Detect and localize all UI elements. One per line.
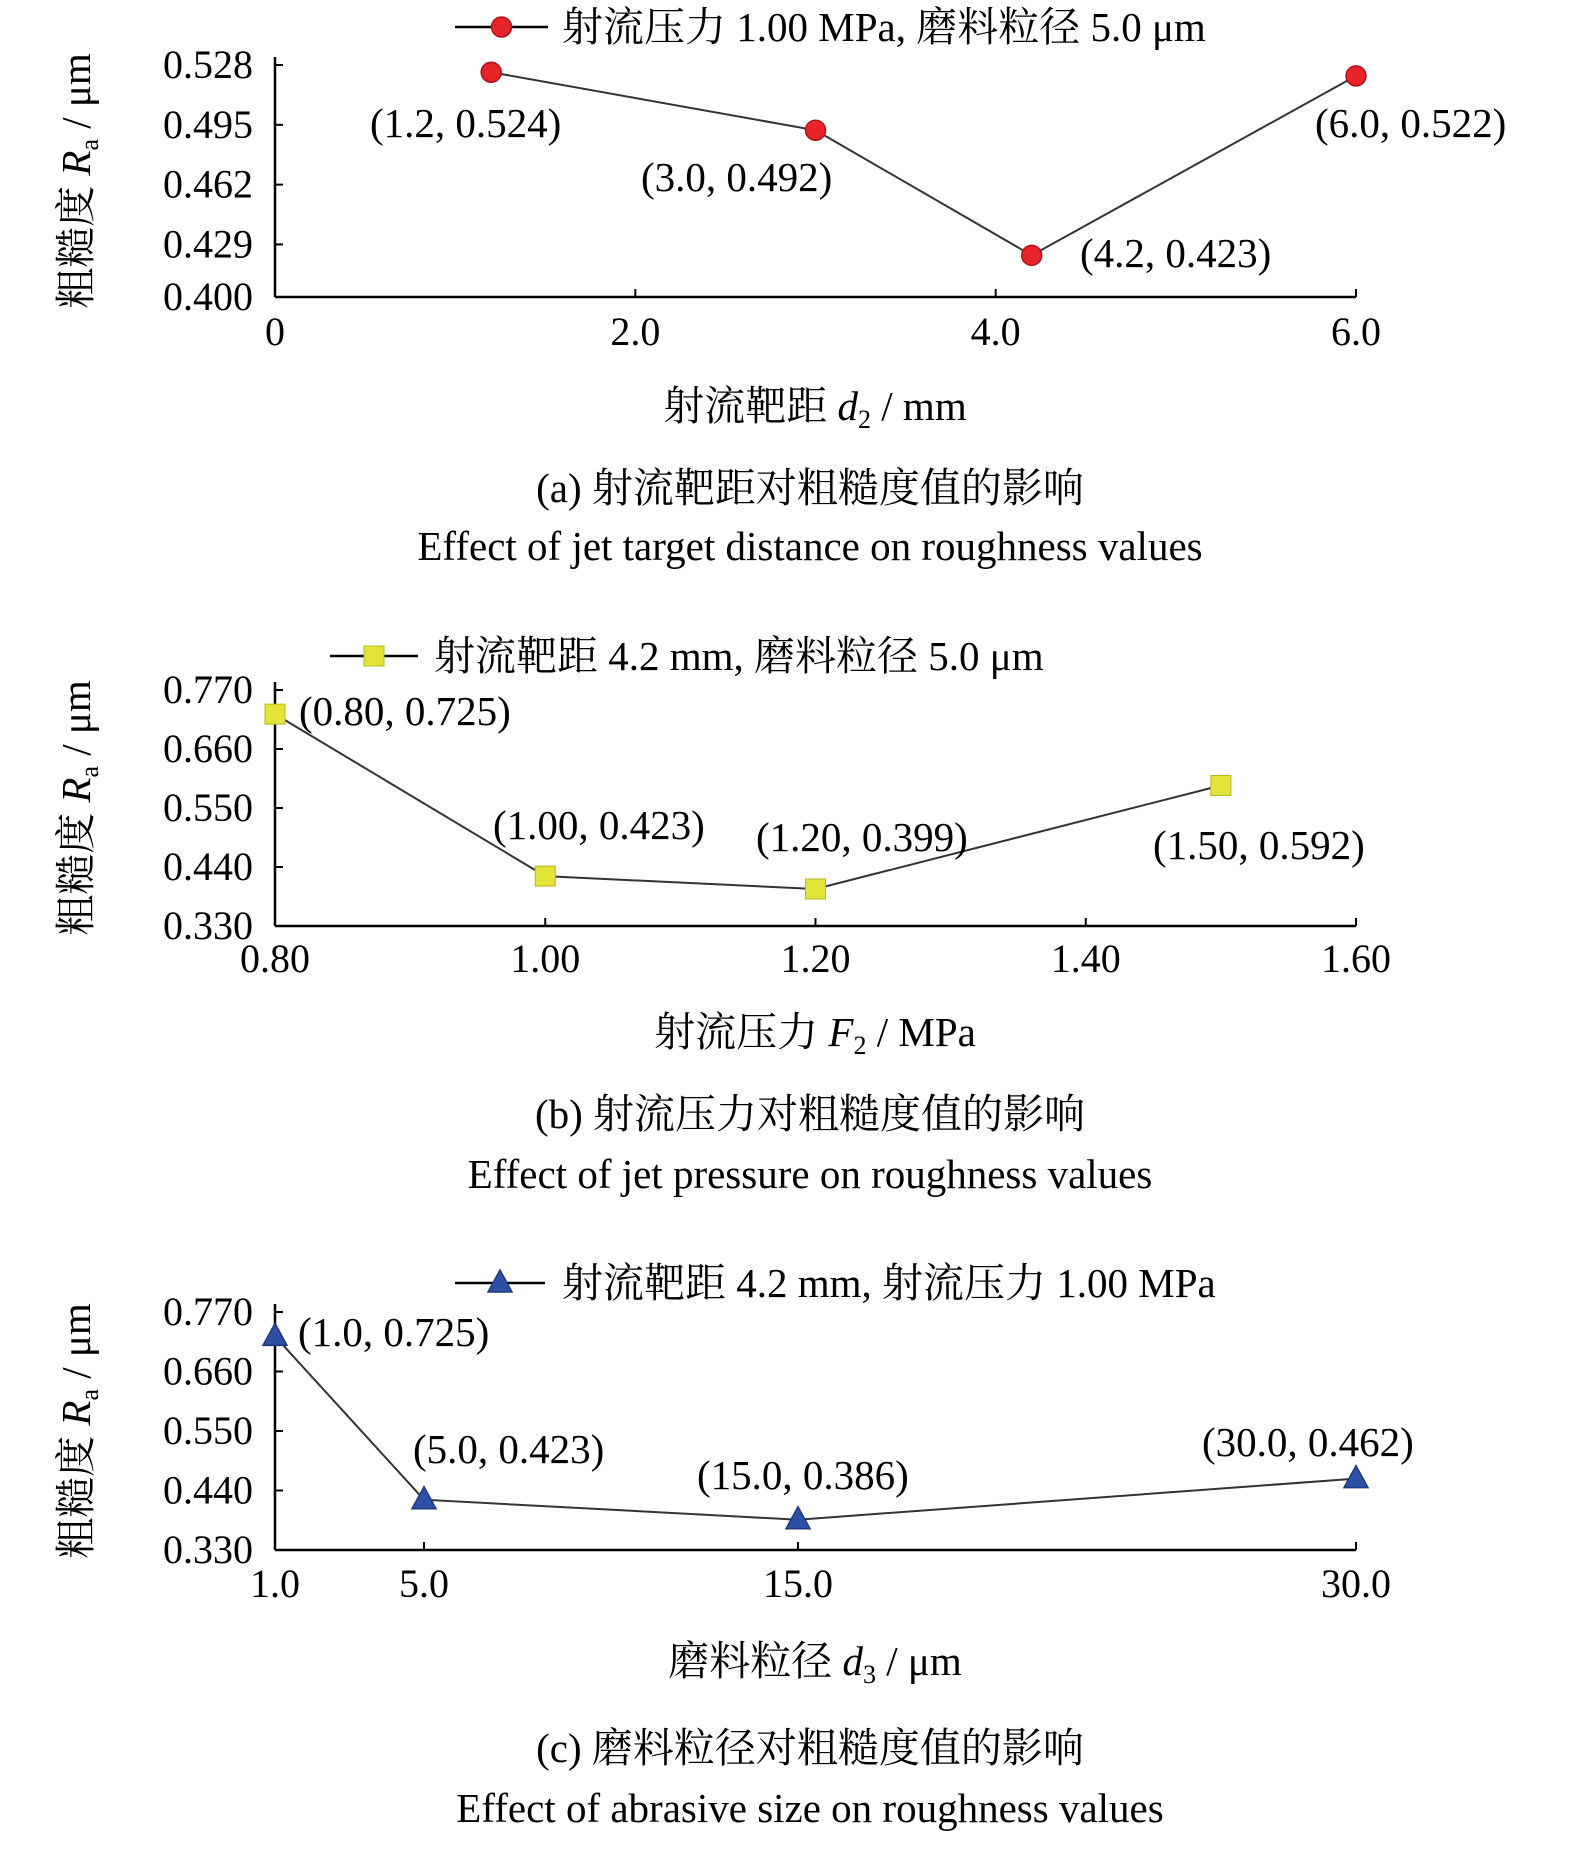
series-line [491, 72, 1356, 255]
x-tick-label: 15.0 [763, 1561, 833, 1606]
x-axis-label-prefix: 射流靶距 [663, 383, 838, 429]
data-label: (1.00, 0.423) [493, 802, 705, 848]
y-axis-label-sub: a [75, 138, 104, 151]
data-label: (1.0, 0.725) [298, 1309, 490, 1355]
data-point-legend [492, 17, 512, 37]
y-axis-label-prefix: 粗糙度 [53, 1425, 99, 1559]
legend [330, 633, 1044, 679]
x-axis-label-symbol: F [828, 1009, 854, 1055]
y-tick-label: 0.330 [163, 1527, 253, 1572]
caption-en: Effect of jet target distance on roughness values [417, 523, 1203, 569]
x-tick-label: 1.00 [510, 936, 581, 981]
data-label: (4.2, 0.423) [1080, 230, 1272, 276]
x-tick-label: 2.0 [610, 309, 661, 354]
data-point-2 [786, 1507, 810, 1529]
legend [455, 1260, 1216, 1306]
data-label: (1.20, 0.399) [756, 814, 968, 860]
y-axis-label-sub: a [75, 765, 104, 778]
y-tick-label: 0.495 [163, 101, 253, 147]
y-tick-label: 0.770 [163, 1289, 253, 1334]
x-axis-label [654, 1009, 976, 1060]
caption-cn: (b) 射流压力对粗糙度值的影响 [534, 1091, 1086, 1137]
caption-en: Effect of abrasive size on roughness values [456, 1785, 1164, 1831]
y-axis-label-sub: a [75, 1388, 104, 1401]
chart-panel-2 [53, 633, 1391, 1197]
data-point-0 [263, 1323, 287, 1345]
y-axis-label-unit: / μm [53, 680, 99, 766]
caption-cn: (a) 射流靶距对粗糙度值的影响 [536, 465, 1084, 511]
legend-label: 射流靶距 4.2 mm, 磨料粒径 5.0 μm [434, 633, 1044, 679]
data-point-legend [488, 1270, 512, 1292]
caption-en: Effect of jet pressure on roughness values [467, 1151, 1153, 1197]
x-axis-label-sub: 3 [862, 1660, 876, 1689]
x-axis-label-sub: 2 [858, 405, 872, 434]
y-tick-label: 0.440 [163, 1467, 253, 1513]
x-tick-label: 4.0 [970, 309, 1021, 354]
y-axis-label [53, 680, 104, 936]
chart-panel-3 [53, 1260, 1414, 1831]
y-tick-label: 0.660 [163, 1348, 253, 1394]
y-axis-label-prefix: 粗糙度 [53, 802, 99, 936]
caption-cn: (c) 磨料粒径对粗糙度值的影响 [536, 1725, 1084, 1771]
x-tick-label: 5.0 [399, 1561, 449, 1606]
x-axis-label [663, 383, 967, 434]
x-tick-label: 1.60 [1321, 936, 1391, 981]
data-point-0 [481, 62, 501, 82]
data-point-1 [806, 120, 826, 140]
y-tick-label: 0.400 [163, 274, 253, 319]
x-axis-label-unit: / MPa [866, 1009, 976, 1055]
data-point-2 [1022, 245, 1042, 265]
y-axis-label-unit: / μm [53, 53, 99, 139]
data-label: (0.80, 0.725) [299, 688, 511, 734]
chart-panel-1 [53, 4, 1506, 569]
y-tick-label: 0.330 [163, 903, 253, 948]
data-label: (3.0, 0.492) [641, 154, 833, 200]
data-label: (15.0, 0.386) [697, 1452, 909, 1498]
x-axis-label-sub: 2 [853, 1031, 867, 1060]
x-tick-label: 30.0 [1321, 1561, 1391, 1606]
x-tick-label: 0.80 [240, 936, 310, 981]
y-tick-label: 0.770 [163, 667, 253, 712]
legend [455, 4, 1206, 50]
y-axis-label [53, 1303, 104, 1559]
y-tick-label: 0.440 [163, 844, 253, 889]
x-axis-label-prefix: 磨料粒径 [668, 1638, 843, 1684]
data-point-1 [535, 866, 555, 886]
data-point-3 [1211, 775, 1231, 795]
data-label: (1.50, 0.592) [1153, 822, 1365, 868]
x-axis-label-prefix: 射流压力 [654, 1009, 829, 1055]
y-axis-label-symbol: R [53, 150, 99, 176]
x-tick-label: 1.40 [1050, 936, 1121, 981]
x-tick-label: 1.20 [780, 936, 851, 981]
x-axis-label-unit: / μm [875, 1638, 962, 1684]
y-tick-label: 0.550 [163, 1408, 253, 1453]
y-tick-label: 0.528 [163, 42, 253, 87]
x-axis-label-unit: / mm [871, 383, 967, 429]
y-axis-label-prefix: 粗糙度 [53, 175, 99, 309]
data-label: (1.2, 0.524) [370, 100, 562, 146]
data-label: (5.0, 0.423) [413, 1426, 605, 1472]
x-tick-label: 1.0 [250, 1561, 300, 1606]
x-tick-label: 0 [265, 309, 285, 354]
y-axis-label-symbol: R [53, 777, 99, 803]
y-axis-label-unit: / μm [53, 1303, 99, 1389]
data-label: (6.0, 0.522) [1315, 100, 1507, 146]
y-tick-label: 0.550 [163, 785, 253, 830]
data-point-0 [265, 704, 285, 724]
data-point-legend [364, 646, 384, 666]
series-line [275, 714, 1221, 889]
y-axis-label-symbol: R [53, 1400, 99, 1426]
legend-label: 射流压力 1.00 MPa, 磨料粒径 5.0 μm [562, 4, 1206, 50]
x-tick-label: 6.0 [1331, 309, 1381, 354]
y-tick-label: 0.462 [163, 161, 253, 207]
y-tick-label: 0.660 [163, 726, 253, 771]
x-axis-label-symbol: d [837, 383, 859, 429]
y-axis-label [53, 53, 104, 309]
x-axis-label-symbol: d [842, 1638, 863, 1684]
legend-label: 射流靶距 4.2 mm, 射流压力 1.00 MPa [562, 1260, 1216, 1306]
data-point-3 [1344, 1466, 1368, 1488]
data-point-2 [806, 879, 826, 899]
data-label: (30.0, 0.462) [1202, 1419, 1414, 1465]
y-tick-label: 0.429 [163, 221, 253, 267]
x-axis-label [668, 1638, 962, 1689]
data-point-3 [1346, 66, 1366, 86]
